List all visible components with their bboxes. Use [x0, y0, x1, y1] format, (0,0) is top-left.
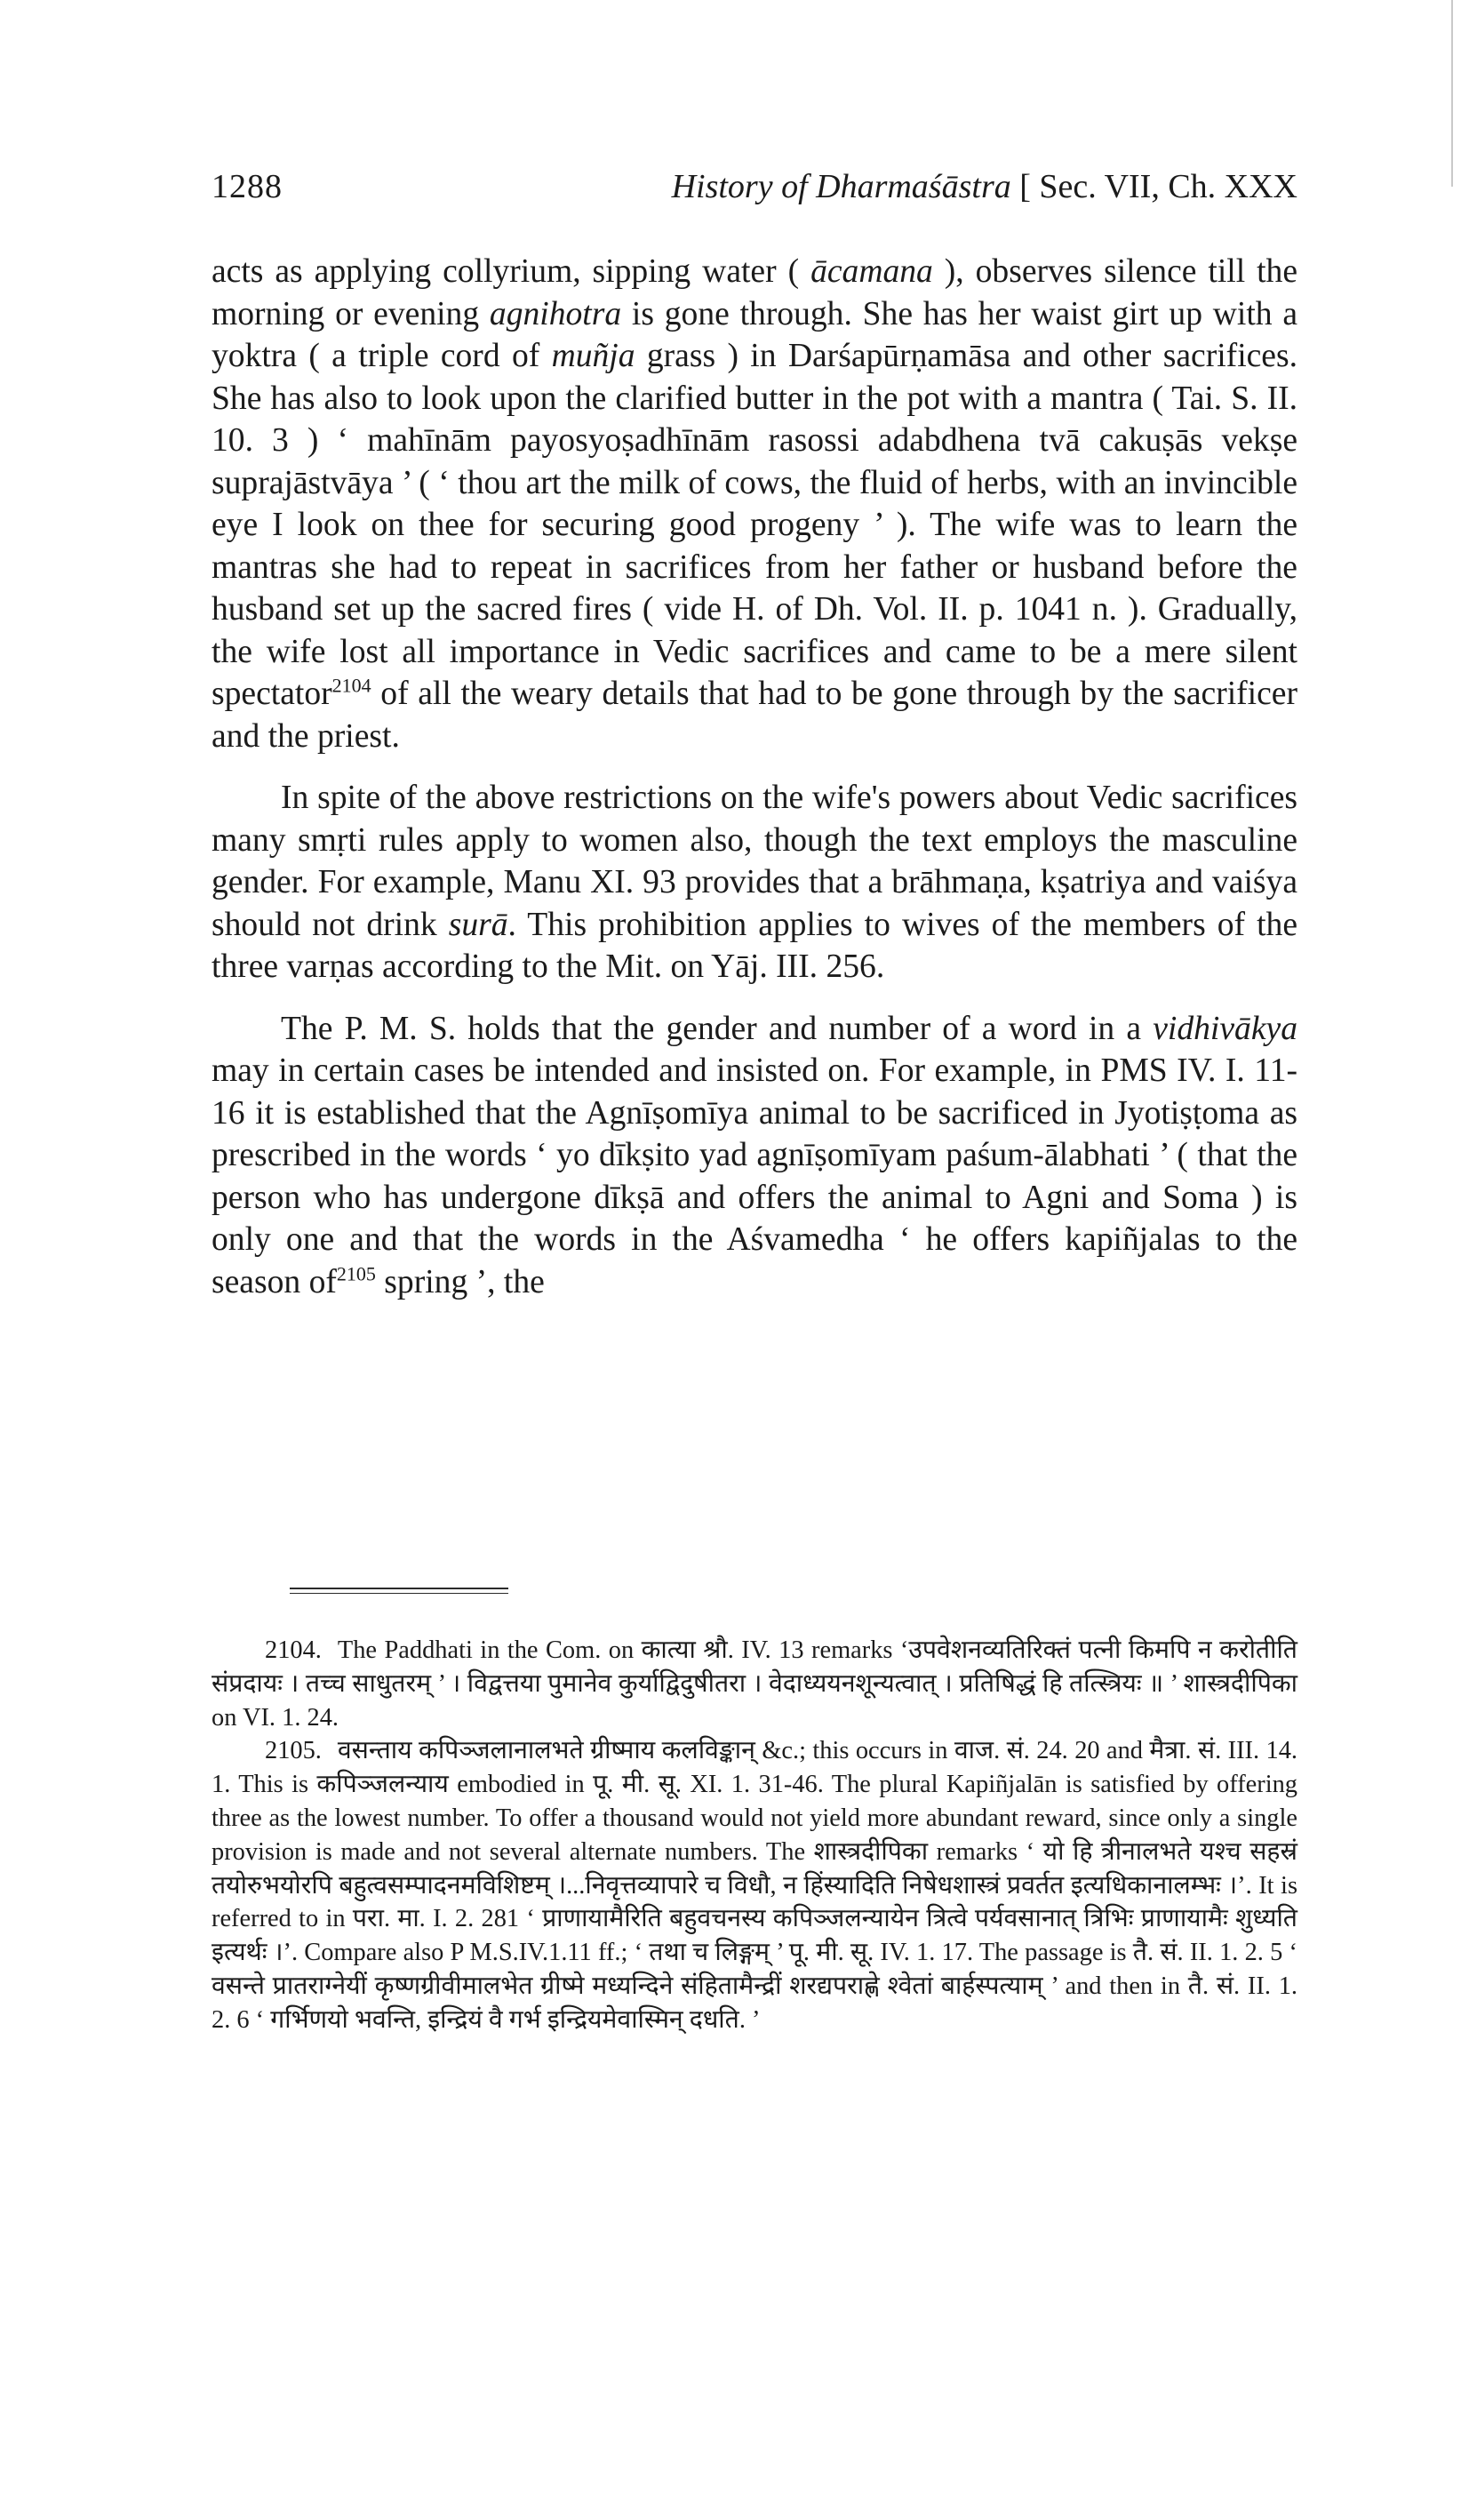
- scan-edge-line: [1451, 0, 1453, 187]
- book-title: History of Dharmaśāstra: [671, 168, 1011, 205]
- italic-term: agnihotra: [489, 295, 622, 332]
- italic-term: surā: [448, 906, 508, 943]
- footnote-number: 2105.: [265, 1737, 322, 1765]
- footnotes: [212, 1634, 1297, 2037]
- text-run: ), observes silence till the morning or evening: [212, 253, 1298, 332]
- page-number: 1288: [212, 168, 283, 205]
- footnote-separator: [290, 1588, 508, 1589]
- text-run: The P. M. S. holds that the gender and number of a word in a: [281, 1010, 1154, 1047]
- footnote-2105: [212, 1734, 1297, 2036]
- running-head: [672, 167, 1297, 206]
- text-run: In spite of the above restrictions on the wife's powers about Vedic sacrifices many smṛti rules apply to women also, though the text employs the masculine gender. For example, Manu XI. 93 provides that a brāhmaṇa, kṣatriya and vaiśya should not drink: [212, 780, 1297, 943]
- footnote-separator-thin: [290, 1593, 508, 1594]
- text-run: is gone through. She has her waist girt up with a yoktra ( a triple cord of: [212, 295, 1297, 374]
- footnote-ref-2105[interactable]: 2105: [336, 1261, 376, 1284]
- main-text: [212, 251, 1297, 1303]
- italic-term: vidhivākya: [1153, 1010, 1297, 1047]
- italic-term: ācamana: [810, 253, 933, 290]
- paragraph-3: [212, 1008, 1297, 1304]
- text-run: . This prohibition applies to wives of the members of the three varṇas according to the Mit. on Yāj. III. 256.: [212, 906, 1297, 985]
- text-run: acts as applying collyrium, sipping water (: [212, 253, 811, 290]
- footnote-ref-2104[interactable]: 2104: [331, 674, 371, 697]
- footnote-text: The Paddhati in the Com. on कात्या श्रौ. IV. 13 remarks ‘उपवेशनव्यतिरिक्तं पत्नी किमपि न करोतीति संप्रदायः । तच्च साधुतरम् ’ । विद्वत्तया पुमानेव कुर्याद्विदुषीतरा । वेदाध्ययनशून्यत्वात् । प्रतिषिद्धं हि तत्स्त्रियः ॥ ’ शास्त्रदीपिका on VI. 1. 24.: [212, 1636, 1297, 1732]
- text-run: grass ) in Darśapūrṇamāsa and other sacrifices. She has also to look upon the clarified butter in the pot with a mantra ( Tai. S. II. 10. 3 ) ‘ mahīnām payosyoṣadhīnām rasossi adabdhena tvā cakuṣās vekṣe suprajāstvāya ’ ( ‘ thou art the milk of cows, the fluid of herbs, with an invincible eye I look on thee for securing good progeny ’ ). The wife was to learn the mantras she had to repeat in sacrifices from her father or husband before the husband set up the sacred fires ( vide H. of Dh. Vol. II. p. 1041 n. ). Gradually, the wife lost all importance in Vedic sacrifices and came to be a mere silent spectator: [212, 338, 1298, 712]
- paragraph-1: [212, 251, 1297, 757]
- footnote-number: 2104.: [265, 1636, 322, 1664]
- text-run: spring ’, the: [375, 1263, 545, 1300]
- paragraph-2: [212, 777, 1297, 988]
- section-label: [ Sec. VII, Ch. XXX: [1019, 168, 1297, 205]
- running-header: [212, 167, 1297, 220]
- footnote-text: वसन्ताय कपिञ्जलानालभते ग्रीष्माय कलविङ्कान् &c.; this occurs in वाज. सं. 24. 20 and मैत्रा. सं. III. 14. 1. This is कपिञ्जलन्याय embodied in पू. मी. सू. XI. 1. 31-46. The plural Kapiñjalān is satisfied by offering three as the lowest number. To offer a thousand would not yield more abundant reward, since only a single provision is made and not several alternate numbers. The शास्त्रदीपिका remarks ‘ यो हि त्रीनालभते यश्च सहस्रं तयोरुभयोरपि बहुत्वसम्पादनमविशिष्टम् ।...निवृत्तव्यापारे च विधौ, न हिंस्यादिति निषेधशास्त्रं प्रवर्तत इत्यधिकानालम्भः ।’. It is referred to in परा. मा. I. 2. 281 ‘ प्राणायामैरिति बहुवचनस्य कपिञ्जलन्यायेन त्रित्वे पर्यवसानात् त्रिभिः प्राणायामैः शुध्यति इत्यर्थः ।’. Compare also P M.S.IV.1.11 ff.; ‘ तथा च लिङ्गम् ’ पू. मी. सू. IV. 1. 17. The passage is तै. सं. II. 1. 2. 5 ‘ वसन्ते प्रातराग्नेयीं कृष्णग्रीवीमालभेत ग्रीष्मे मध्यन्दिने संहितामैन्द्रीं शरद्यपराह्णे श्वेतां बार्हस्पत्याम् ’ and then in तै. सं. II. 1. 2. 6 ‘ गर्भिणयो भवन्ति, इन्द्रियं वै गर्भ इन्द्रियमेवास्मिन् दधति. ’: [212, 1737, 1297, 2034]
- text-run: may in certain cases be intended and insisted on. For example, in PMS IV. I. 11-16 it is established that the Agnīṣomīya animal to be sacrificed in Jyotiṣṭoma as prescribed in the words ‘ yo dīkṣito yad agnīṣomīyam paśum-ālabhati ’ ( that the person who has undergone dīkṣā and offers the animal to Agni and Soma ) is only one and that the words in the Aśvamedha ‘ he offers kapiñjalas to the season of: [212, 1052, 1297, 1300]
- footnote-2104: [212, 1634, 1297, 1734]
- italic-term: muñja: [551, 338, 635, 374]
- text-run: of all the weary details that had to be gone through by the sacrificer and the priest.: [212, 676, 1297, 755]
